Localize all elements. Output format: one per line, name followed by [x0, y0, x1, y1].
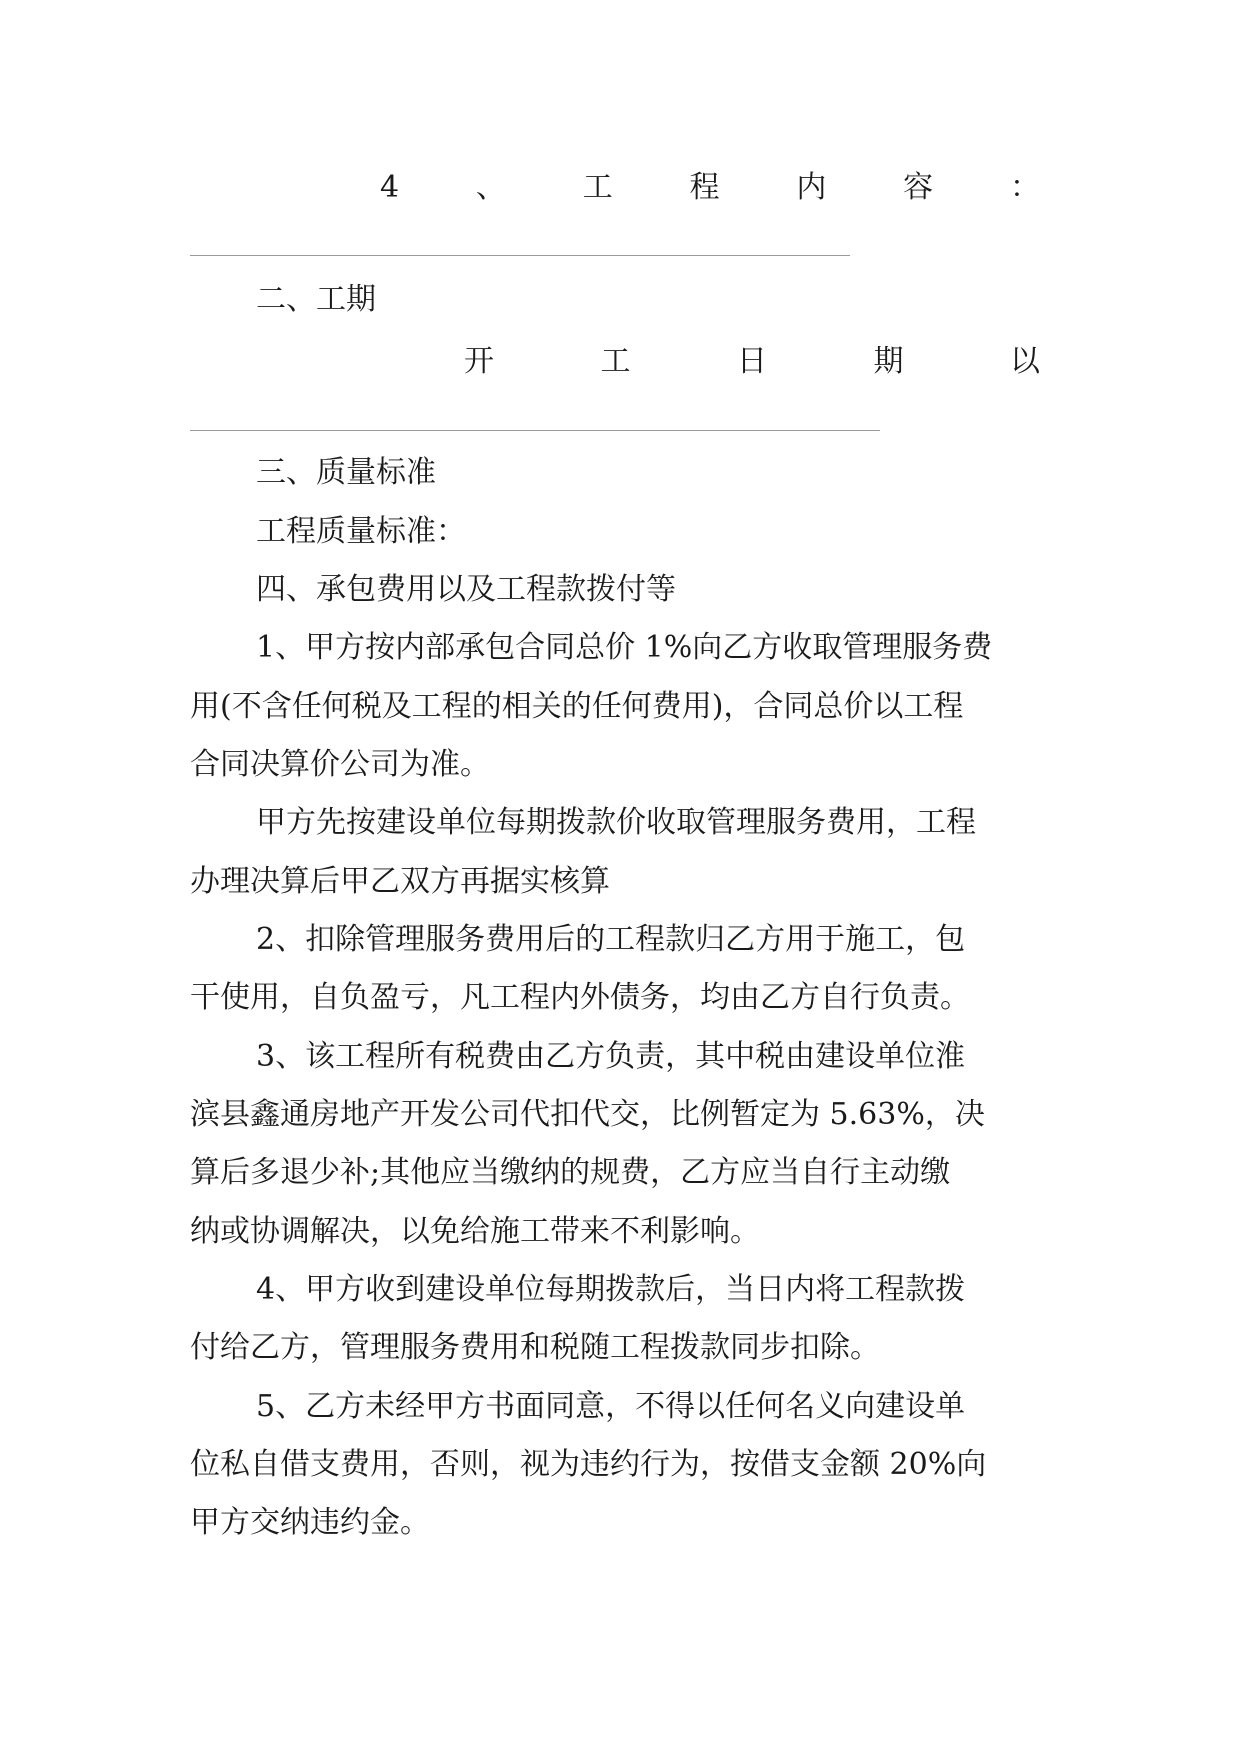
start-date-char: 日 — [737, 344, 767, 379]
paragraph-line: 干使用，自负盈亏，凡工程内外债务，均由乙方自行负责。 — [190, 980, 970, 1015]
paragraph-line: 4、甲方收到建设单位每期拨款后，当日内将工程款拨 — [256, 1272, 966, 1307]
section-heading: 三、质量标准 — [256, 455, 436, 490]
paragraph-line: 合同决算价公司为准。 — [190, 747, 490, 782]
start-date-char: 工 — [600, 344, 631, 379]
item4-char: 内 — [796, 170, 827, 205]
paragraph-line: 用(不含任何税及工程的相关的任何费用)，合同总价以工程 — [190, 689, 964, 724]
item4-char: 、 — [475, 170, 506, 205]
paragraph-line: 3、该工程所有税费由乙方负责，其中税由建设单位淮 — [256, 1039, 966, 1074]
paragraph-line: 滨县鑫通房地产开发公司代扣代交，比例暂定为 5.63%，决 — [190, 1097, 985, 1132]
item4-char: 程 — [689, 170, 720, 205]
item4-char: ： — [1009, 170, 1040, 205]
section-heading: 四、承包费用以及工程款拨付等 — [256, 572, 676, 607]
item4-char: 容 — [903, 170, 934, 205]
start-date-char: 期 — [873, 344, 904, 379]
blank-fill-line — [190, 255, 850, 256]
section-heading: 二、工期 — [256, 282, 376, 317]
paragraph-line: 办理决算后甲乙双方再据实核算 — [190, 864, 610, 899]
paragraph-line: 算后多退少补;其他应当缴纳的规费，乙方应当自行主动缴 — [190, 1155, 951, 1190]
paragraph-line: 甲方交纳违约金。 — [190, 1505, 430, 1540]
paragraph-line: 1、甲方按内部承包合同总价 1%向乙方收取管理服务费 — [256, 630, 993, 665]
start-date-line — [464, 342, 1040, 382]
item4-heading — [380, 168, 1040, 208]
paragraph-line: 甲方先按建设单位每期拨款价收取管理服务费用，工程 — [256, 805, 976, 840]
start-date-char: 以 — [1010, 344, 1040, 379]
start-date-char: 开 — [464, 344, 494, 379]
paragraph-line: 位私自借支费用，否则，视为违约行为，按借支金额 20%向 — [190, 1447, 987, 1482]
paragraph-line: 纳或协调解决，以免给施工带来不利影响。 — [190, 1214, 760, 1249]
quality-standard-label: 工程质量标准： — [256, 514, 466, 549]
paragraph-line: 付给乙方，管理服务费用和税随工程拨款同步扣除。 — [190, 1330, 880, 1365]
item4-char: 工 — [582, 170, 613, 205]
item4-char: 4 — [380, 170, 400, 205]
paragraph-line: 5、乙方未经甲方书面同意，不得以任何名义向建设单 — [256, 1389, 966, 1424]
paragraph-line: 2、扣除管理服务费用后的工程款归乙方用于施工，包 — [256, 922, 966, 957]
blank-fill-line — [190, 430, 880, 431]
